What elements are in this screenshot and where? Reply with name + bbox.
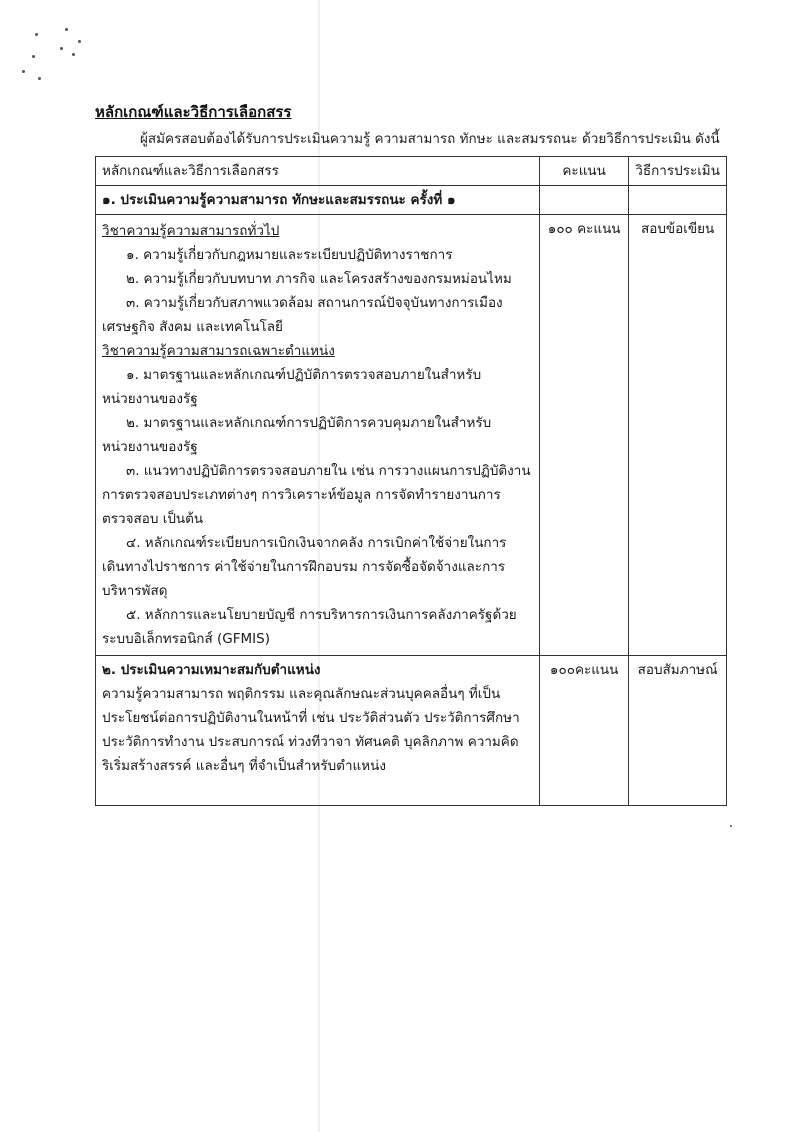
part1-method [629, 186, 727, 215]
list-item: ๓. แนวทางปฏิบัติการตรวจสอบภายใน เช่น การวางแผนการปฏิบัติงาน [126, 463, 531, 479]
list-item-continuation: หน่วยงานของรัฐ [102, 439, 198, 455]
list-item: ๒. มาตรฐานและหลักเกณฑ์การปฏิบัติการควบคุมภายในสำหรับ [126, 415, 492, 431]
part2-title: ๒. ประเมินความเหมาะสมกับตำแหน่ง [102, 662, 321, 678]
part1-title: ๑. ประเมินความรู้ความสามารถ ทักษะและสมรรถนะ ครั้งที่ ๑ [96, 186, 540, 215]
list-item: ๓. ความรู้เกี่ยวกับสภาพแวดล้อม สถานการณ์ปัจจุบันทางการเมือง [126, 295, 503, 311]
table-row-part1 [96, 186, 727, 215]
part2-content [96, 656, 540, 806]
list-item-continuation: หน่วยงานของรัฐ [102, 391, 198, 407]
list-item: ๔. หลักเกณฑ์ระเบียบการเบิกเงินจากคลัง การเบิกค่าใช้จ่ายในการ [126, 535, 507, 551]
general-subhead: วิชาความรู้ความสามารถทั่วไป [102, 223, 280, 239]
list-item-continuation: ระบบอิเล็กทรอนิกส์ (GFMIS) [102, 631, 270, 647]
part1-score [540, 186, 629, 215]
criteria-table [95, 156, 727, 806]
scan-speck [730, 825, 732, 827]
part2-line: ความรู้ความสามารถ พฤติกรรม และคุณลักษณะส่วนบุคคลอื่นๆ ที่เป็น [102, 686, 501, 702]
header-criteria: หลักเกณฑ์และวิธีการเลือกสรร [96, 157, 540, 186]
part2-line: ประวัติการทำงาน ประสบการณ์ ท่วงทีวาจา ทัศนคติ บุคลิกภาพ ความคิด [102, 734, 519, 750]
list-item-continuation: บริหารพัสดุ [102, 583, 168, 599]
table-row-part2 [96, 656, 727, 806]
written-exam-score: ๑๐๐ คะแนน [540, 215, 629, 656]
table-row-written-exam [96, 215, 727, 656]
specific-subhead: วิชาความรู้ความสามารถเฉพาะตำแหน่ง [102, 343, 335, 359]
list-item: ๕. หลักการและนโยบายบัญชี การบริหารการเงินการคลังภาครัฐด้วย [126, 607, 517, 623]
list-item: ๒. ความรู้เกี่ยวกับบทบาท ภารกิจ และโครงสร้างของกรมหม่อนไหม [126, 271, 512, 287]
list-item-continuation: การตรวจสอบประเภทต่างๆ การวิเคราะห์ข้อมูล การจัดทำรายงานการ [102, 487, 501, 503]
list-item-continuation: ตรวจสอบ เป็นต้น [102, 511, 204, 527]
scan-specks [10, 25, 90, 85]
part2-score: ๑๐๐คะแนน [540, 656, 629, 806]
header-score: คะแนน [540, 157, 629, 186]
section-title: หลักเกณฑ์และวิธีการเลือกสรร [95, 103, 292, 121]
intro-text: ผู้สมัครสอบต้องได้รับการประเมินความรู้ ความสามารถ ทักษะ และสมรรถนะ ด้วยวิธีการประเมิน ดังนี้ [140, 131, 720, 147]
list-item: ๑. มาตรฐานและหลักเกณฑ์ปฏิบัติการตรวจสอบภายในสำหรับ [126, 367, 482, 383]
list-item: ๑. ความรู้เกี่ยวกับกฎหมายและระเบียบปฏิบัติทางราชการ [126, 247, 453, 263]
part2-method: สอบสัมภาษณ์ [629, 656, 727, 806]
part2-line: ริเริ่มสร้างสรรค์ และอื่นๆ ที่จำเป็นสำหรับตำแหน่ง [102, 758, 386, 774]
list-item-continuation: เศรษฐกิจ สังคม และเทคโนโลยี [102, 319, 283, 335]
written-exam-content [96, 215, 540, 656]
part2-line: ประโยชน์ต่อการปฏิบัติงานในหน้าที่ เช่น ประวัติส่วนตัว ประวัติการศึกษา [102, 710, 520, 726]
table-header-row [96, 157, 727, 186]
written-exam-method: สอบข้อเขียน [629, 215, 727, 656]
header-method: วิธีการประเมิน [629, 157, 727, 186]
list-item-continuation: เดินทางไปราชการ ค่าใช้จ่ายในการฝึกอบรม การจัดซื้อจัดจ้างและการ [102, 559, 506, 575]
